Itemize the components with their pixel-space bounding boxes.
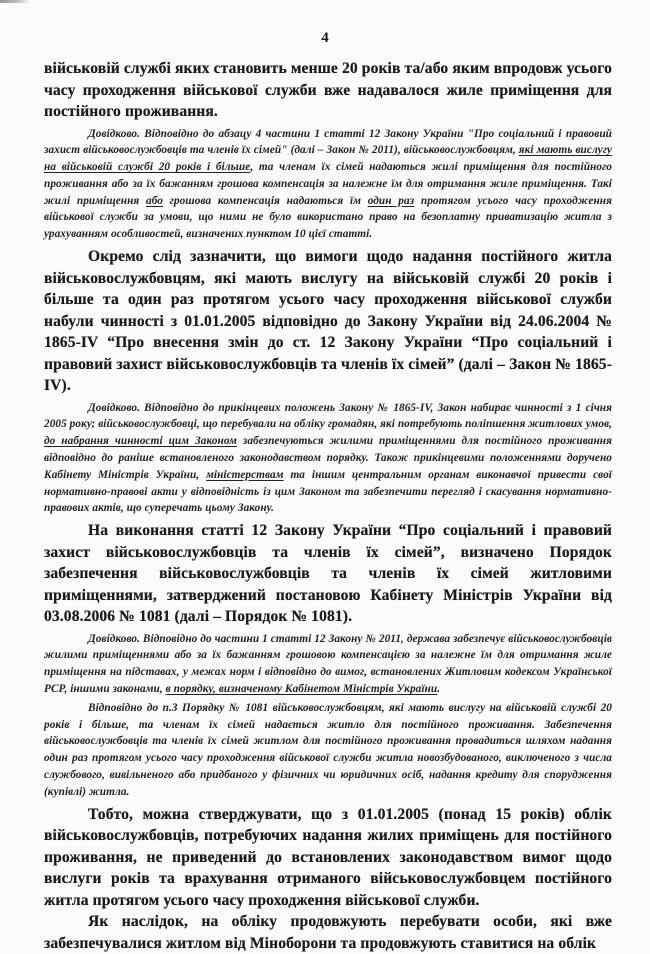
text-run: На виконання статті 12 Закону України “Про соціальний і правовий захист військовослужбовців та членів їх сімей”, визначено Порядок забезпечення військовослужбовців та членів їх сімей житловими приміщеннями, затверджений постановою Кабінету Міністрів України від 03.08.2006 № 1081 (далі – Порядок № 1081). xyxy=(44,522,612,626)
text-run: протягом усього часу проходження військової служби за умови, що ними не було використано право на безоплатну приватизацію житла з урахуванням особливостей, визначених пунктом 10 цієї статті. xyxy=(44,194,612,241)
reference-note-procedure-p3 xyxy=(44,700,612,801)
text-run: , та членам їх сімей надаються жилі приміщення для постійного проживання або за їх бажанням грошова компенсація за належне їм для отримання жиле приміщення. Такі жилі приміщення xyxy=(44,161,612,207)
underlined-phrase: до набрання чинності цим Законом xyxy=(44,435,237,448)
paragraph-procedure-1081 xyxy=(44,520,612,628)
text-run: Довідково. Відповідно до частини 1 статті 12 Закону № 2011, держава забезпечує військовослужбовців жилими приміщеннями або за їх бажанням грошовою компенсацією за належне їм для отримання жиле приміщення на підставах, у межах норм і відповідно до вимог, встановлених Житловим кодексом Української РСР, іншими законами, xyxy=(44,632,612,696)
document-body xyxy=(44,58,612,954)
reference-note-law-2011 xyxy=(44,126,612,244)
text-run: . xyxy=(437,683,441,696)
paragraph-conclusion xyxy=(44,804,612,912)
text-run: та іншим центральним органам виконавчої привести свої нормативно-правові акти у відповідність із цим Законом та забезпечити перегляд і скасування нормативно-правових актів, що суперечать цьому Закону. xyxy=(44,468,612,515)
text-run: Тобто, можна стверджувати, що з 01.01.2005 (понад 15 років) облік військовослужбовців, потребуючих надання жилих приміщень для постійного проживання, не приведений до встановлених законодавством вимог щодо вислуги років та врахування отриманого військовослужбовцем постійного житла протягом усього часу проходження військової служби. xyxy=(44,805,612,909)
reference-note-article-12 xyxy=(44,631,612,698)
underlined-phrase: один раз xyxy=(367,194,415,207)
underlined-phrase: які мають вислугу на військовій службі 20 років і більше xyxy=(44,144,612,174)
text-run: Відповідно до п.3 Порядку № 1081 військовослужбовцям, які мають вислугу на військовій службі 20 років і більше, та членам їх сімей надається житло для постійного проживання. Забезпечення військовослужбовців та членів їх сімей житлом для постійного проживання провадиться шляхом надання один раз протягом усього часу проходження військової служби житла новозбудованого, виключеного з числа службового, вивільненого або придбаного у фізичних чи юридичних осіб, надання кредиту для спорудження (купівлі) житла. xyxy=(44,701,612,798)
paragraph-consequence xyxy=(44,911,612,954)
text-run: Окремо слід зазначити, що вимоги щодо надання постійного житла військовослужбовцям, які мають вислугу на військовій службі 20 років і більше та один раз протягом усього часу проходження військової служби набули чинності з xyxy=(44,248,612,330)
paragraph-continuation xyxy=(44,58,612,123)
page-number: 4 xyxy=(321,30,329,46)
underlined-phrase: або xyxy=(146,194,163,207)
text-run: Як наслідок, на обліку продовжують перебувати особи, які вже забезпечувалися житлом від Міноборони та продовжують ставитися на облік xyxy=(44,913,612,952)
underlined-phrase: міністерствам xyxy=(206,468,284,481)
text-run: забезпечуються жилими приміщеннями для постійного проживання відповідно до раніше встановленого законодавством порядку. Також прикінцевими положеннями доручено Кабінету Міністрів України, xyxy=(44,435,612,481)
text-run: Довідково. Відповідно до абзацу 4 частини 1 статті 12 Закону України "Про соціальний і правовий захист військовослужбовців та членів їх сімей" (далі – Закон № 2011), військовослужбовцям, xyxy=(44,127,612,157)
paragraph-law-1865 xyxy=(44,246,612,397)
text-run: Довідково. Відповідно до прикінцевих положень Закону № 1865-IV, Закон набирає чинності з 1 січня 2005 року; військовослужбовці, що перебували на обліку громадян, які потребують поліпшення житлових умов, xyxy=(44,401,612,431)
text-run: відповідно до Закону України від 24.06.2004 № 1865-IV “Про внесення змін до ст. 12 Закону України “Про соціальний і правовий захист військовослужбовців та членів їх сімей” (далі – Закон № 1865-IV). xyxy=(44,312,612,395)
bold-phrase: 01.01.2005 xyxy=(184,312,256,330)
text-run: військовій службі яких становить менше 20 років та/або яким впродовж усього часу проходження військової служби вже надавалося жиле приміщення для постійного проживання. xyxy=(44,60,612,120)
text-run: грошова компенсація надаються їм xyxy=(162,194,368,207)
underlined-phrase: в порядку, визначеному Кабінетом Міністрів України xyxy=(165,683,438,696)
scan-edge-mark xyxy=(0,0,30,3)
reference-note-final-provisions xyxy=(44,400,612,518)
